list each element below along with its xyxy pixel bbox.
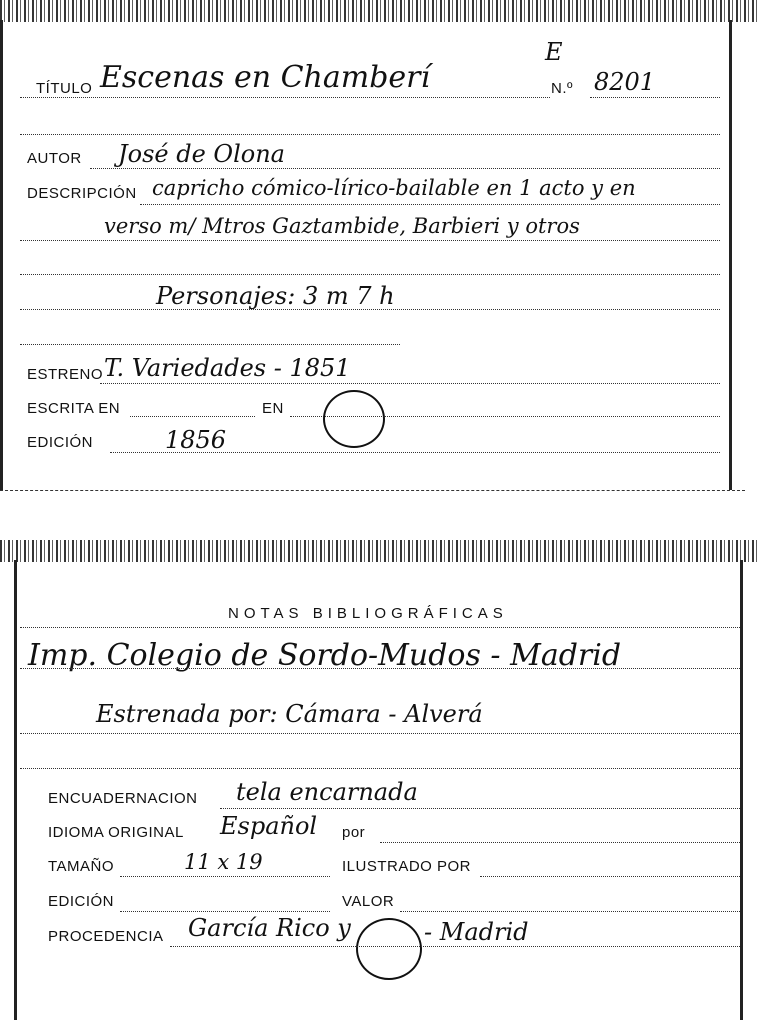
valor-line [400,911,740,912]
nota-line2-rule [20,733,740,734]
edicion-label: EDICIÓN [27,434,94,451]
blank-line [20,768,740,769]
library-stamp [323,390,385,448]
por-label: por [342,824,366,841]
edicion-value: 1856 [165,426,227,454]
edicion-line [110,452,720,453]
notas-title-line [20,627,740,628]
escrita-label: ESCRITA EN [27,400,121,417]
titulo-label: TÍTULO [36,80,93,97]
card-left-border [14,560,17,1020]
en-label: EN [262,400,284,417]
autor-value: José de Olona [118,140,285,168]
escrita-line [130,416,255,417]
estreno-line [100,383,720,384]
tamano-value: 11 x 19 [184,850,263,874]
procedencia-city: - Madrid [424,918,529,946]
card-bottom-edge [0,490,745,491]
notas-title: NOTAS BIBLIOGRÁFICAS [228,605,508,622]
ilustrado-label: ILUSTRADO POR [342,858,472,875]
personajes-line [20,309,720,310]
card-left-border [0,20,3,490]
descripcion-line1-rule [140,204,720,205]
procedencia-line [170,946,740,947]
card-top-edge [0,540,759,562]
titulo-line [20,97,550,98]
nota-line1: Imp. Colegio de Sordo-Mudos - Madrid [28,638,622,673]
card-top-edge [0,0,759,22]
tamano-label: TAMAÑO [48,858,115,875]
nota-line1-rule [20,668,740,669]
series-letter: E [545,38,563,66]
card-right-border [740,560,743,1020]
library-stamp [356,918,422,980]
personajes-note: Personajes: 3 m 7 h [156,282,395,310]
estreno-value: T. Variedades - 1851 [104,354,351,382]
tamano-line [120,876,330,877]
descripcion-line1: capricho cómico-lírico-bailable en 1 acto y en [152,176,636,200]
autor-line [90,168,720,169]
valor-label: VALOR [342,893,395,910]
procedencia-value: García Rico y [188,914,351,942]
blank-line [20,274,720,275]
idioma-label: IDIOMA ORIGINAL [48,824,184,841]
numero-value: 8201 [594,68,656,96]
ilustrado-line [480,876,740,877]
idioma-value: Español [220,812,318,840]
card-right-border [729,20,732,490]
nota-line2: Estrenada por: Cámara - Alverá [96,700,483,728]
titulo-value: Escenas en Chamberí [100,60,431,95]
encuadernacion-line [220,808,740,809]
descripcion-label: DESCRIPCIÓN [27,185,137,202]
autor-label: AUTOR [27,150,82,167]
encuadernacion-label: ENCUADERNACION [48,790,198,807]
blank-line [20,134,720,135]
encuadernacion-value: tela encarnada [236,778,418,806]
edicion2-label: EDICIÓN [48,893,115,910]
numero-label: N.º [551,80,573,97]
blank-line [20,344,400,345]
procedencia-label: PROCEDENCIA [48,928,164,945]
edicion2-line [120,911,330,912]
por-line [380,842,740,843]
estreno-label: ESTRENO [27,366,104,383]
descripcion-line2-rule [20,240,720,241]
numero-line [590,97,720,98]
descripcion-line2: verso m/ Mtros Gaztambide, Barbieri y otros [104,214,580,238]
